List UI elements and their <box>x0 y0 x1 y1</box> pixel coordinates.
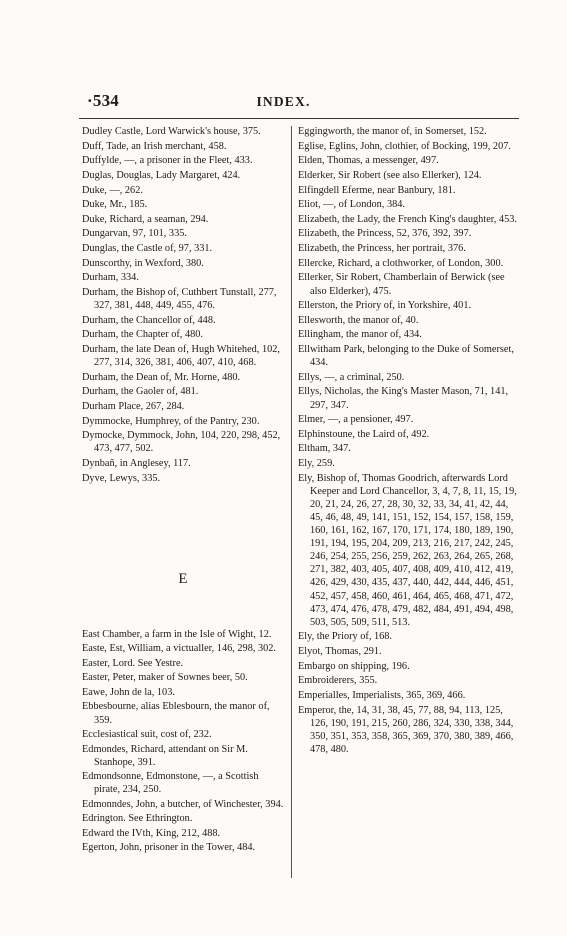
index-entry: Ely, the Priory of, 168. <box>298 631 392 643</box>
index-entry: Edmondsonne, Edmonstone, —, a Scottish pirate, 234, 250. <box>82 771 259 796</box>
index-entry: Durham Place, 267, 284. <box>82 401 185 413</box>
index-entry: Dunscorthy, in Wexford, 380. <box>82 257 204 269</box>
index-entry: Dudley Castle, Lord Warwick's house, 375. <box>82 126 261 137</box>
index-entry: Ellingham, the manor of, 434. <box>298 329 422 341</box>
index-entry: Eltham, 347. <box>298 443 351 455</box>
index-entry: Emperor, the, 14, 31, 38, 45, 77, 88, 94, 113, 125, 126, 190, 191, 215, 260, 286, 324, 330, 338, 344, 350, 351, 353, 358, 365, 369, 370, 380, 389, 466, 478, 480. <box>298 704 514 755</box>
index-entry: Dynbañ, in Anglesey, 117. <box>82 458 191 470</box>
index-entry: Easte, Est, William, a victualler, 146, 298, 302. <box>82 643 277 655</box>
index-entry: Duke, —, 262. <box>82 184 143 196</box>
index-entry: Edmonndes, John, a butcher, of Winchester, 394. <box>82 798 284 810</box>
index-entry: Ellesworth, the manor of, 40. <box>298 314 419 326</box>
right-column <box>298 125 522 758</box>
index-entry: Ellerker, Sir Robert, Chamberlain of Berwick (see also Elderker), 475. <box>298 272 505 297</box>
index-entry: Eliot, —, of London, 384. <box>298 199 405 211</box>
index-entry: Emperialles, Imperialists, 365, 369, 466. <box>298 689 466 701</box>
left-entries-e <box>82 628 284 855</box>
index-entry: Elyot, Thomas, 291. <box>298 646 382 658</box>
index-entry: Edrington. See Ethrington. <box>82 813 193 825</box>
index-entry: Duffylde, —, a prisoner in the Fleet, 433. <box>82 155 253 167</box>
index-entry: Ecclesiastical suit, cost of, 232. <box>82 729 212 741</box>
index-entry: Dymocke, Dymmock, John, 104, 220, 298, 452, 473, 477, 502. <box>82 430 281 455</box>
index-entry: Durham, the late Dean of, Hugh Whitehed, 102, 277, 314, 326, 381, 406, 407, 410, 468. <box>82 344 280 369</box>
left-column <box>82 125 284 856</box>
index-entry: Easter, Peter, maker of Sownes beer, 50. <box>82 672 248 684</box>
index-entry: Elphinstoune, the Laird of, 492. <box>298 428 430 440</box>
index-entry: Dyve, Lewys, 335. <box>82 472 161 484</box>
index-entry: Elizabeth, the Princess, 52, 376, 392, 397. <box>298 228 472 240</box>
index-entry: Ebbesbourne, alias Eblesbourn, the manor of, 359. <box>82 701 270 726</box>
index-entry: Ellys, —, a criminal, 250. <box>298 371 405 383</box>
index-entry: Ely, Bishop of, Thomas Goodrich, afterwards Lord Keeper and Lord Chancellor, 3, 4, 7, 8, 11, 15, 19, 20, 21, 24, 26, 27, 28, 30, 32, 33, 34, 41, 42, 44, 45, 46, 48, 49, 141, 151, 152, 154, 157, 158, 159, 160, 161, 162, 167, 170, 171, 174, 180, 189, 190, 191, 194, 195, 204, 209, 213, 216, 217, 242, 245, 246, 254, 255, 256, 259, 262, 263, 264, 265, 268, 271, 382, 403, 405, 407, 408, 409, 410, 412, 419, 426, 429, 430, 435, 437, 440, 442, 444, 446, 451, 452, 457, 458, 460, 461, 464, 465, 468, 471, 472, 473, 474, 476, 478, 479, 482, 484, 491, 494, 498, 503, 505, 509, 511, 513. <box>298 472 517 628</box>
index-entry: Ellercke, Richard, a clothworker, of London, 300. <box>298 257 504 269</box>
index-entry: Edmondes, Richard, attendant on Sir M. Stanhope, 391. <box>82 743 248 768</box>
index-entry: Elizabeth, the Lady, the French King's daughter, 453. <box>298 213 517 225</box>
index-entry: Eglise, Eglins, John, clothier, of Bocking, 199, 207. <box>298 140 511 152</box>
left-entries-d <box>82 125 284 485</box>
index-entry: Duke, Mr., 185. <box>82 199 148 211</box>
index-entry: Duglas, Douglas, Lady Margaret, 424. <box>82 169 241 181</box>
index-entry: Elderker, Sir Robert (see also Ellerker), 124. <box>298 169 482 181</box>
index-entry: Eawe, John de la, 103. <box>82 686 175 698</box>
index-entry: Durham, the Chancellor of, 448. <box>82 314 216 326</box>
index-entry: Embroiderers, 355. <box>298 675 378 687</box>
index-entry: Dunglas, the Castle of, 97, 331. <box>82 243 213 255</box>
index-entry: Durham, the Gaoler of, 481. <box>82 386 199 398</box>
index-entry: Embargo on shipping, 196. <box>298 660 410 672</box>
index-entry: Edward the IVth, King, 212, 488. <box>82 827 221 839</box>
index-entry: Durham, the Chapter of, 480. <box>82 329 203 341</box>
index-entry: Elmer, —, a pensioner, 497. <box>298 414 414 426</box>
index-entry: Dymmocke, Humphrey, of the Pantry, 230. <box>82 415 260 427</box>
index-entry: Easter, Lord. See Yestre. <box>82 657 184 669</box>
index-entry: Ellerston, the Priory of, in Yorkshire, 401. <box>298 300 472 312</box>
index-entry: East Chamber, a farm in the Isle of Wight, 12. <box>82 628 272 640</box>
index-entry: Ellys, Nicholas, the King's Master Mason, 71, 141, 297, 347. <box>298 386 509 411</box>
index-entry: Durham, the Dean of, Mr. Horne, 480. <box>82 371 241 383</box>
page-number: ·534 <box>87 91 119 110</box>
section-letter-e: E <box>178 570 188 587</box>
index-entry: Elfingdell Eferme, near Banbury, 181. <box>298 184 456 196</box>
index-entry: Ellwitham Park, belonging to the Duke of Somerset, 434. <box>298 344 514 369</box>
index-entry: Elizabeth, the Princess, her portrait, 376. <box>298 243 466 255</box>
index-entry: Dungarvan, 97, 101, 335. <box>82 228 187 240</box>
index-entry: Ely, 259. <box>298 458 335 470</box>
column-divider <box>291 126 292 878</box>
index-entry: Duff, Tade, an Irish merchant, 458. <box>82 140 227 152</box>
index-entry: Durham, the Bishop of, Cuthbert Tunstall, 277, 327, 381, 448, 449, 455, 476. <box>82 287 277 312</box>
index-entry: Elden, Thomas, a messenger, 497. <box>298 155 439 167</box>
index-entry: Eggingworth, the manor of, in Somerset, 152. <box>298 126 487 137</box>
index-entry: Durham, 334. <box>82 272 139 284</box>
right-entries-e <box>298 125 522 756</box>
header-rule <box>79 118 519 119</box>
index-entry: Duke, Richard, a seaman, 294. <box>82 213 209 225</box>
page-title: INDEX. <box>256 94 311 109</box>
index-entry: Egerton, John, prisoner in the Tower, 484. <box>82 842 256 854</box>
